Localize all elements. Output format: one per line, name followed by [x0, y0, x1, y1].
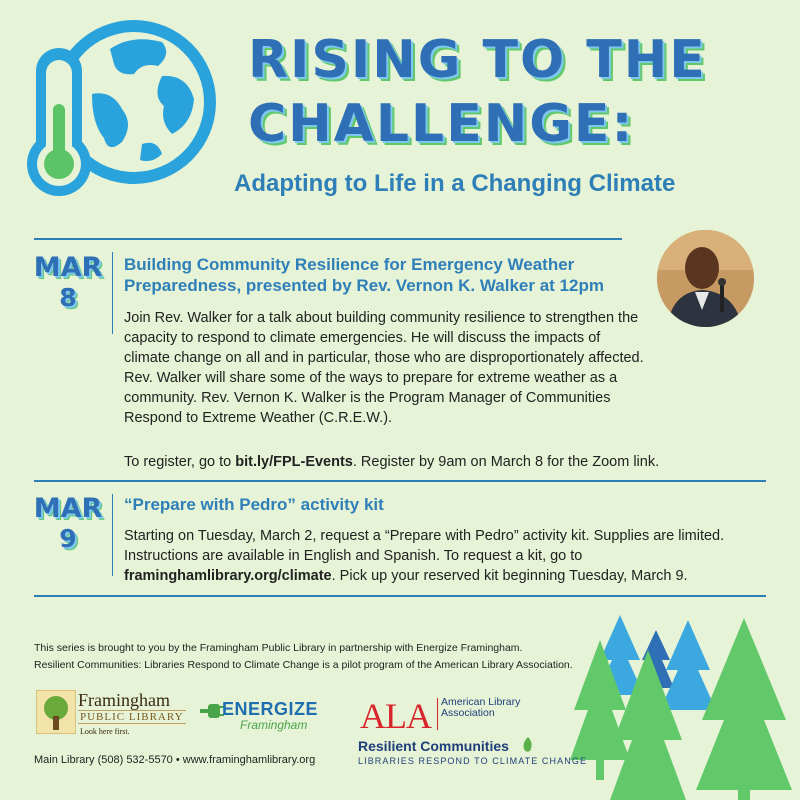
kit-description-suffix: . Pick up your reserved kit beginning Tuesday, March 9.	[331, 568, 688, 584]
register-link[interactable]: bit.ly/FPL-Events	[235, 454, 353, 470]
event-date-mar-8	[28, 253, 108, 313]
plug-icon	[200, 700, 224, 722]
title-line-2: CHALLENGE:	[248, 94, 635, 154]
event-date-mar-9	[28, 494, 108, 554]
title-line-1: RISING TO THE	[248, 30, 707, 90]
fpl-tree-icon	[36, 690, 76, 734]
event-day: 8	[59, 283, 77, 312]
event-divider	[112, 252, 113, 334]
speaker-photo	[657, 230, 754, 327]
fpl-logo-tagline: Look here first.	[80, 727, 130, 736]
resilient-communities-title: Resilient Communities	[358, 738, 509, 754]
subtitle: Adapting to Life in a Changing Climate	[234, 170, 676, 197]
ala-logo-name: American Library Association	[441, 696, 521, 719]
footer-contact: Main Library (508) 532-5570 • www.framinghamlibrary.org	[34, 754, 316, 766]
fpl-logo-name: Framingham	[78, 690, 170, 710]
middle-divider	[34, 480, 766, 482]
credits	[34, 640, 573, 674]
kit-link[interactable]: framinghamlibrary.org/climate	[124, 568, 332, 584]
ala-divider	[437, 698, 438, 730]
fpl-logo-sub: PUBLIC LIBRARY	[80, 711, 184, 723]
credits-line-1: This series is brought to you by the Framingham Public Library in partnership with Energize Framingham.	[34, 642, 523, 654]
top-divider	[34, 238, 622, 240]
event-description: Join Rev. Walker for a talk about building community resilience to strengthen the capacity to respond to climate emergencies. He will discuss the impacts of climate change on all and in particular, those who are disproportionately affected. Rev. Walker will share some of the ways to prepare for extreme weather as a community. Rev. Vernon K. Walker is the Program Manager of Communities Respond to Extreme Weather (C.R.E.W.).	[124, 310, 644, 426]
register-prefix: To register, go to	[124, 454, 236, 470]
resilient-communities-sub: LIBRARIES RESPOND TO CLIMATE CHANGE	[358, 756, 588, 766]
energize-logo-sub: Framingham	[240, 718, 308, 732]
event-month: MAR	[33, 493, 103, 524]
event-day: 9	[59, 524, 77, 553]
bottom-divider	[34, 595, 766, 597]
event-month: MAR	[33, 252, 103, 283]
kit-description-prefix: Starting on Tuesday, March 2, request a “Prepare with Pedro” activity kit. Supplies are limited. Instructions are available in English and Spanish. To request a kit, go to	[124, 528, 725, 564]
ala-logo-mark: ALA	[360, 696, 431, 736]
trees-illustration	[570, 600, 800, 800]
register-suffix: . Register by 9am on March 8 for the Zoom link.	[352, 454, 660, 470]
globe-thermometer-icon	[22, 14, 222, 214]
energize-logo-word: ENERGIZE	[222, 699, 319, 719]
event-divider	[112, 494, 113, 576]
event-title: “Prepare with Pedro” activity kit	[124, 495, 384, 514]
leaf-icon	[522, 737, 534, 753]
event-title: Building Community Resilience for Emergency Weather Preparedness, presented by Rev. Vernon K. Walker at 12pm	[124, 255, 604, 295]
credits-line-2: Resilient Communities: Libraries Respond to Climate Change is a pilot program of the American Library Association.	[34, 659, 573, 671]
event-registration	[124, 452, 764, 472]
event-description	[124, 526, 764, 586]
